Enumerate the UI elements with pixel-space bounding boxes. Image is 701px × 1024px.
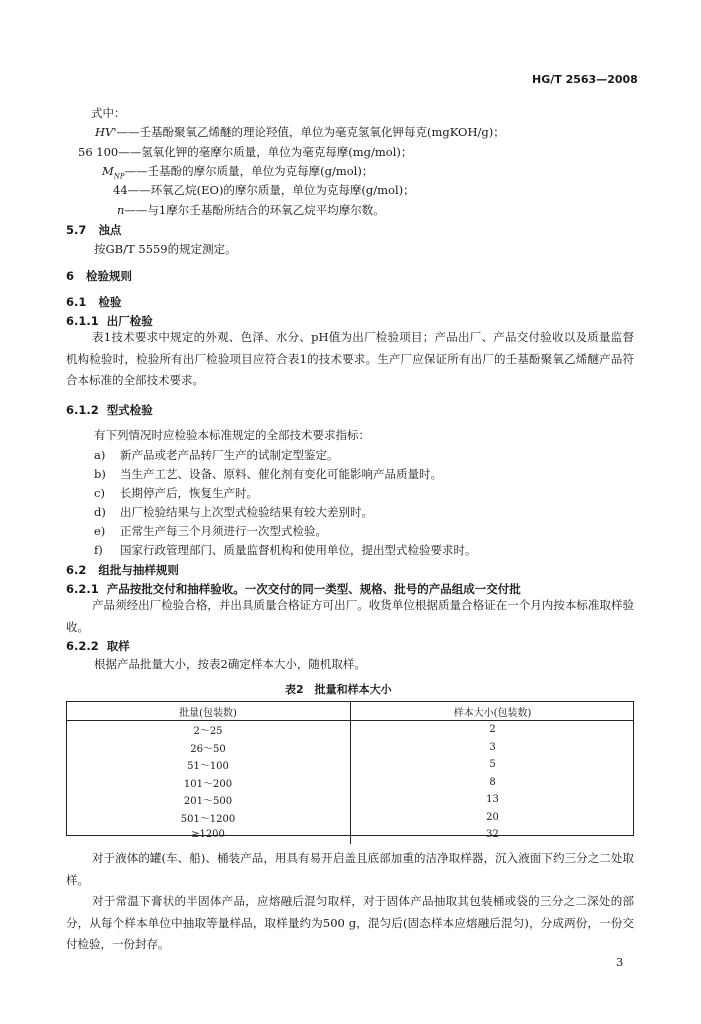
batch-cell: 51～100 xyxy=(66,756,351,774)
section-6-1-2-heading xyxy=(66,402,153,418)
list-item xyxy=(94,448,339,462)
list-label: c) xyxy=(94,486,105,500)
formula-intro: 式中： xyxy=(91,106,126,120)
section-6-2-2-heading xyxy=(66,638,130,654)
sample-cell: 5 xyxy=(489,759,496,771)
koh-desc: ——氢氧化钾的毫摩尔质量，单位为毫克每摩(mg/mol)； xyxy=(118,145,413,159)
section-title: 组批与抽样规则 xyxy=(98,563,179,577)
section-6-1-heading xyxy=(66,294,121,310)
column-header-sample: 样本大小(包装数) xyxy=(351,702,635,721)
section-title: 产品按批交付和抽样验收。一次交付的同一类型、规格、批号的产品组成一交付批 xyxy=(106,582,521,596)
list-label: d) xyxy=(94,505,106,519)
list-text: 新产品或老产品转厂生产的试制定型鉴定。 xyxy=(120,448,339,462)
list-text: 当生产工艺、设备、原料、催化剂有变化可能影响产品质量时。 xyxy=(120,467,442,481)
list-item xyxy=(94,524,327,538)
section-title: 出厂检验 xyxy=(106,314,153,328)
table-row xyxy=(66,756,634,774)
list-label: e) xyxy=(94,524,106,538)
formula-mnp-line xyxy=(102,164,373,183)
list-label: b) xyxy=(94,467,106,481)
hv-symbol: HV' xyxy=(95,125,117,139)
batch-cell: ≥1200 xyxy=(66,826,351,844)
sampling-solid-text: 对于常温下膏状的半固体产品，应熔融后混匀取样，对于固体产品抽取其包装桶或袋的三分之二深处的部分，从每个样本单位中抽取等量样品，取样量约为500 g，混匀后(固态样本应熔融后混匀)，分成两份，一份交付检验，一份封存。 xyxy=(66,894,634,951)
section-6-2-2-text: 根据产品批量大小，按表2确定样本大小，随机取样。 xyxy=(94,657,366,671)
list-item xyxy=(94,486,258,500)
formula-koh-line xyxy=(78,145,412,159)
list-text: 出厂检验结果与上次型式检验结果有较大差别时。 xyxy=(120,505,373,519)
list-label: f) xyxy=(94,543,103,557)
list-text: 国家行政管理部门、质量监督机构和使用单位，提出型式检验要求时。 xyxy=(120,543,477,557)
section-number: 6.1.2 xyxy=(66,403,99,417)
section-6-1-2-intro: 有下列情况时应检验本标准规定的全部技术要求指标： xyxy=(94,428,370,442)
batch-cell: 2～25 xyxy=(66,721,351,739)
section-title: 取样 xyxy=(106,639,130,653)
section-number: 6.2 xyxy=(66,563,87,577)
section-5-7-text: 按GB/T 5559的规定测定。 xyxy=(94,242,237,256)
sample-cell: 20 xyxy=(486,811,499,823)
sample-cell: 3 xyxy=(489,741,496,753)
section-number: 6.2.2 xyxy=(66,639,99,653)
formula-hv-line xyxy=(95,125,505,139)
table-row xyxy=(66,809,634,827)
section-6-2-heading xyxy=(66,562,179,578)
mnp-subscript: NP xyxy=(113,172,125,181)
hv-desc: ——壬基酚聚氧乙烯醚的理论羟值，单位为毫克氢氧化钾每克(mgKOH/g)； xyxy=(116,125,505,139)
column-header-batch: 批量(包装数) xyxy=(66,702,351,721)
section-5-7-heading xyxy=(66,222,121,238)
list-label: a) xyxy=(94,448,106,462)
section-number: 6.1.1 xyxy=(66,314,99,328)
section-title: 型式检验 xyxy=(106,403,153,417)
table-row xyxy=(66,826,634,844)
sample-cell: 8 xyxy=(489,776,496,788)
n-desc: ——与1摩尔壬基酚所结合的环氧乙烷平均摩尔数。 xyxy=(124,203,385,217)
formula-eo-line xyxy=(113,183,415,197)
table-2-caption: 表2 批量和样本大小 xyxy=(285,683,392,696)
list-item xyxy=(94,505,373,519)
mnp-symbol: M xyxy=(102,164,114,178)
batch-cell: 501～1200 xyxy=(66,809,351,827)
section-6-heading xyxy=(66,268,132,284)
formula-n-line xyxy=(117,203,385,217)
section-6-2-1-text: 产品须经出厂检验合格，并出具质量合格证方可出厂。收货单位根据质量合格证在一个月内按本标准取样验收。 xyxy=(66,598,634,634)
eo-desc: ——环氧乙烷(EO)的摩尔质量，单位为克每摩(g/mol)； xyxy=(127,183,415,197)
mnp-desc: ——壬基酚的摩尔质量，单位为克每摩(g/mol)； xyxy=(124,164,374,178)
batch-cell: 26～50 xyxy=(66,739,351,757)
sample-cell: 13 xyxy=(486,794,499,806)
list-text: 长期停产后，恢复生产时。 xyxy=(120,486,258,500)
section-number: 6 xyxy=(66,269,75,283)
table-2 xyxy=(66,702,634,844)
list-item xyxy=(94,467,442,481)
section-number: 6.1 xyxy=(66,295,87,309)
table-row xyxy=(66,774,634,792)
table-row xyxy=(66,739,634,757)
page-number: 3 xyxy=(616,955,624,969)
table-row xyxy=(66,721,634,739)
sample-cell: 32 xyxy=(486,829,499,841)
list-item xyxy=(94,543,477,557)
table-row xyxy=(66,791,634,809)
section-number: 5.7 xyxy=(66,223,87,237)
section-title: 浊点 xyxy=(98,223,122,237)
section-title: 检验 xyxy=(98,295,122,309)
sampling-liquid-text: 对于液体的罐(车、船)、桶装产品，用具有易开启盖且底部加重的洁净取样器，沉入液面下约三分之二处取样。 xyxy=(66,851,634,887)
eo-symbol: 44 xyxy=(113,183,128,197)
list-text: 正常生产每三个月须进行一次型式检验。 xyxy=(120,524,327,538)
standard-code: HG/T 2563—2008 xyxy=(532,73,638,86)
section-number: 6.2.1 xyxy=(66,582,99,596)
section-6-1-1-text: 表1技术要求中规定的外观、色泽、水分、pH值为出厂检验项目；产品出厂、产品交付验收以及质量监督机构检验时，检验所有出厂检验项目应符合表1的技术要求。生产厂应保证所有出厂的壬基酚聚氧乙烯醚产品符合本标准的全部技术要求。 xyxy=(66,330,634,387)
koh-symbol: 56 100 xyxy=(78,145,119,159)
table-header-row xyxy=(66,702,634,721)
batch-cell: 101～200 xyxy=(66,774,351,792)
n-symbol: n xyxy=(117,203,125,217)
sample-cell: 2 xyxy=(489,724,496,736)
section-title: 检验规则 xyxy=(86,269,133,283)
batch-cell: 201～500 xyxy=(66,791,351,809)
